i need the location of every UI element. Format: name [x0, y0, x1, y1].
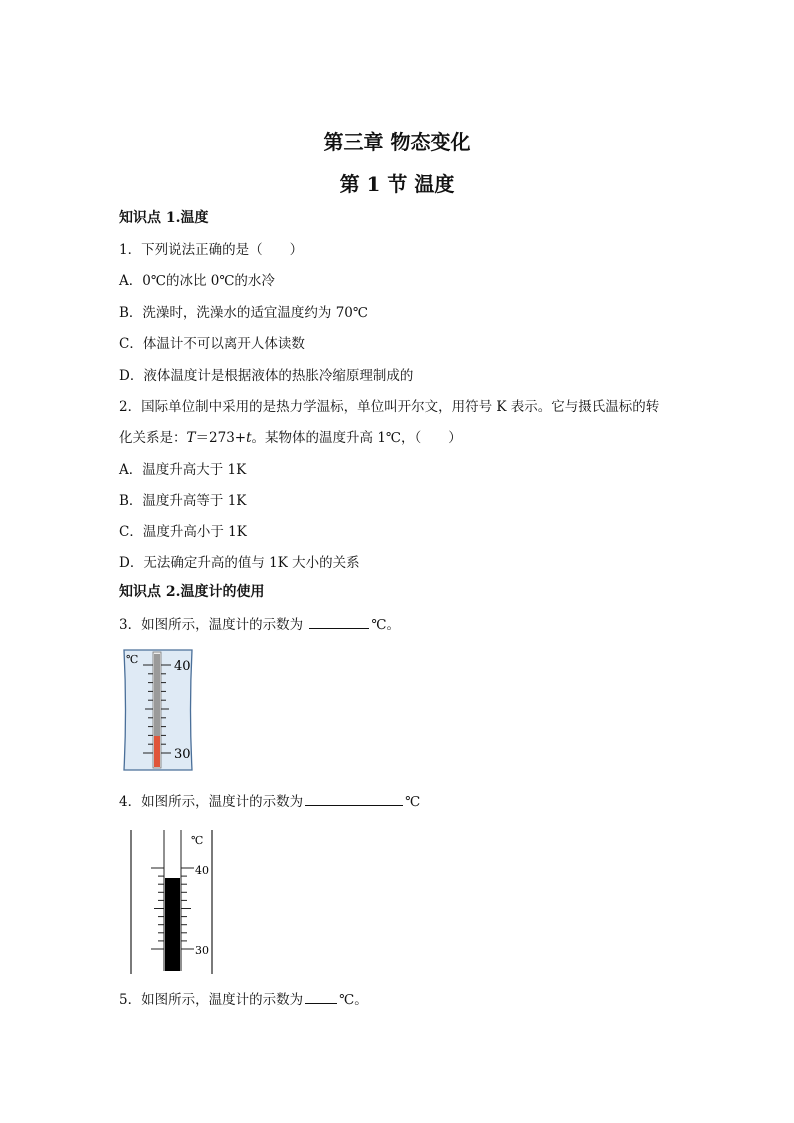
thermometer-1-label-30: 30: [174, 747, 191, 762]
thermometer-1-unit-label: ℃: [126, 653, 139, 666]
thermometer-2-label-40: 40: [195, 864, 209, 877]
section-title: 第 1 节 温度: [339, 172, 455, 196]
thermometer-2-label-30: 30: [195, 944, 209, 957]
q4-prompt: 4．如图所示，温度计的示数为: [119, 794, 304, 810]
chapter-title: 第三章 物态变化: [323, 130, 471, 154]
q2-option-d: D．无法确定升高的值与 1K 大小的关系: [119, 555, 360, 571]
q2-formula-mid: ＝273+: [195, 430, 247, 446]
thermometer-figure-1: [120, 648, 196, 774]
q2-formula-t: t: [246, 430, 252, 446]
q1-option-c: C．体温计不可以离开人体读数: [119, 336, 305, 352]
q2-option-c: C．温度升高小于 1K: [119, 524, 247, 540]
q3-answer-blank[interactable]: [309, 616, 369, 629]
q3-prompt: 3．如图所示，温度计的示数为: [119, 617, 304, 633]
q1-option-b: B．洗澡时，洗澡水的适宜温度约为 70℃: [119, 305, 368, 321]
q2-option-a: A．温度升高大于 1K: [119, 462, 247, 478]
q1-option-a: A．0℃的冰比 0℃的水冷: [119, 273, 275, 289]
thermometer-2-unit-label: ℃: [191, 834, 204, 847]
q1-stem: 1．下列说法正确的是（ ）: [119, 242, 304, 258]
q2-line2-prefix: 化关系是：: [119, 430, 187, 446]
thermometer-1-empty-column: [154, 654, 160, 738]
q2-stem-line1: 2．国际单位制中采用的是热力学温标，单位叫开尔文，用符号 K 表示。它与摄氏温标的转: [119, 399, 660, 415]
q2-line2-suffix: 。某物体的温度升高 1℃，（ ）: [251, 430, 462, 446]
thermometer-1-liquid-column: [154, 736, 160, 767]
q5-prompt: 5．如图所示，温度计的示数为: [119, 992, 304, 1008]
q3-text: [119, 613, 400, 633]
knowledge-point-2-heading: 知识点 2.温度计的使用: [119, 584, 265, 600]
q2-option-b: B．温度升高等于 1K: [119, 493, 247, 509]
knowledge-point-1-heading: 知识点 1.温度: [119, 210, 209, 226]
q2-stem-line2: [119, 426, 462, 446]
q5-answer-blank[interactable]: [305, 991, 337, 1004]
thermometer-figure-2: [125, 828, 225, 976]
q2-formula-T: T: [186, 430, 196, 446]
q4-text: [119, 790, 420, 810]
thermometer-2-liquid-column: [165, 878, 180, 971]
q5-text: [119, 988, 368, 1008]
q1-option-d: D．液体温度计是根据液体的热胀冷缩原理制成的: [119, 368, 414, 384]
q5-unit: ℃。: [339, 992, 368, 1008]
thermometer-1-label-40: 40: [174, 659, 191, 674]
q4-answer-blank[interactable]: [305, 793, 403, 806]
q3-unit: ℃。: [371, 617, 400, 633]
q4-unit: ℃: [405, 794, 421, 810]
